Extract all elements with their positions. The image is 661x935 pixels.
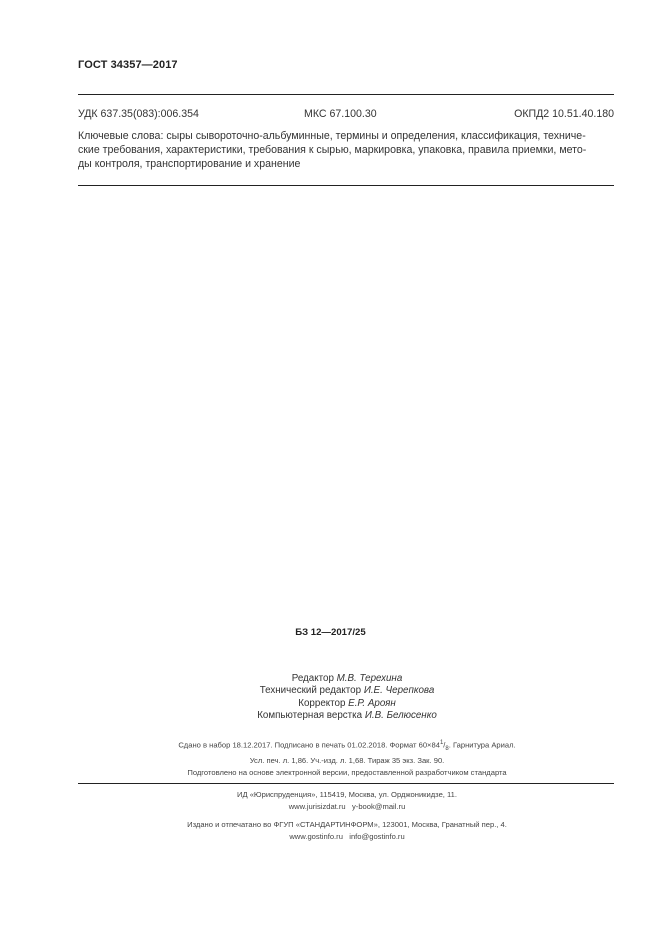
printer-website-link[interactable]: www.gostinfo.ru: [289, 832, 343, 841]
print-info-line: [0, 737, 661, 755]
okpd-code: ОКПД2 10.51.40.180: [514, 108, 614, 120]
printer-contacts: [0, 831, 661, 843]
standard-code: ГОСТ 34357—2017: [78, 59, 178, 71]
top-divider: [78, 94, 614, 95]
mks-code: МКС 67.100.30: [304, 108, 377, 120]
printer-line: Издано и отпечатано во ФГУП «СТАНДАРТИНФОРМ», 123001, Москва, Гранатный пер., 4.: [187, 820, 507, 829]
credit-line: [0, 698, 661, 710]
print-info-text: . Гарнитура Ариал.: [448, 740, 516, 750]
credit-role: Технический редактор: [259, 685, 362, 697]
keywords-divider: [78, 185, 614, 186]
publisher-website-link[interactable]: www.jurisizdat.ru: [288, 802, 346, 811]
publisher-block: [0, 789, 661, 843]
print-info-block: [0, 737, 661, 779]
credit-line: [0, 710, 661, 722]
format-sup: 1: [439, 740, 444, 746]
format-sub: 8: [445, 746, 449, 753]
print-info-line: Подготовлено на основе электронной версии, предоставленной разработчиком стандарта: [187, 768, 507, 778]
credit-name: И.В. Белюсенко: [364, 709, 437, 721]
credit-name: И.Е. Черепкова: [363, 685, 435, 697]
keywords-line: ды контроля, транспортирование и хранение: [78, 158, 301, 170]
credits-block: [0, 673, 661, 722]
print-info-text: Сдано в набор 18.12.2017. Подписано в печать 01.02.2018. Формат 60×84: [178, 740, 440, 750]
keywords-block: [78, 129, 614, 171]
credit-role: Компьютерная верстка: [257, 709, 363, 721]
publisher-id-line: ИД «Юриспруденция», 115419, Москва, ул. Орджоникидзе, 11.: [236, 790, 458, 799]
printer-email-link[interactable]: info@gostinfo.ru: [349, 832, 405, 841]
keywords-line: ские требования, характеристики, требования к сырью, маркировка, упаковка, правила приемки, мето-: [78, 144, 587, 156]
credit-name: Е.Р. Ароян: [348, 697, 396, 709]
print-info-line: Усл. печ. л. 1,86. Уч.-изд. л. 1,68. Тираж 35 экз. Зак. 90.: [249, 756, 445, 766]
udk-code: УДК 637.35(083):006.354: [78, 108, 199, 120]
credit-line: [0, 685, 661, 697]
format-slash: /: [443, 740, 446, 750]
credit-role: Редактор: [291, 673, 334, 684]
bottom-divider: [78, 783, 614, 784]
credit-name: М.В. Терехина: [336, 673, 403, 684]
publisher-contacts: [0, 801, 661, 813]
keywords-line: Ключевые слова: сыры сывороточно-альбуминные, термины и определения, классификация, техниче-: [78, 130, 586, 142]
credit-line: [0, 673, 661, 685]
publisher-email-link[interactable]: y-book@mail.ru: [352, 802, 406, 811]
bz-number: БЗ 12—2017/25: [295, 627, 366, 638]
credit-role: Корректор: [298, 697, 346, 709]
